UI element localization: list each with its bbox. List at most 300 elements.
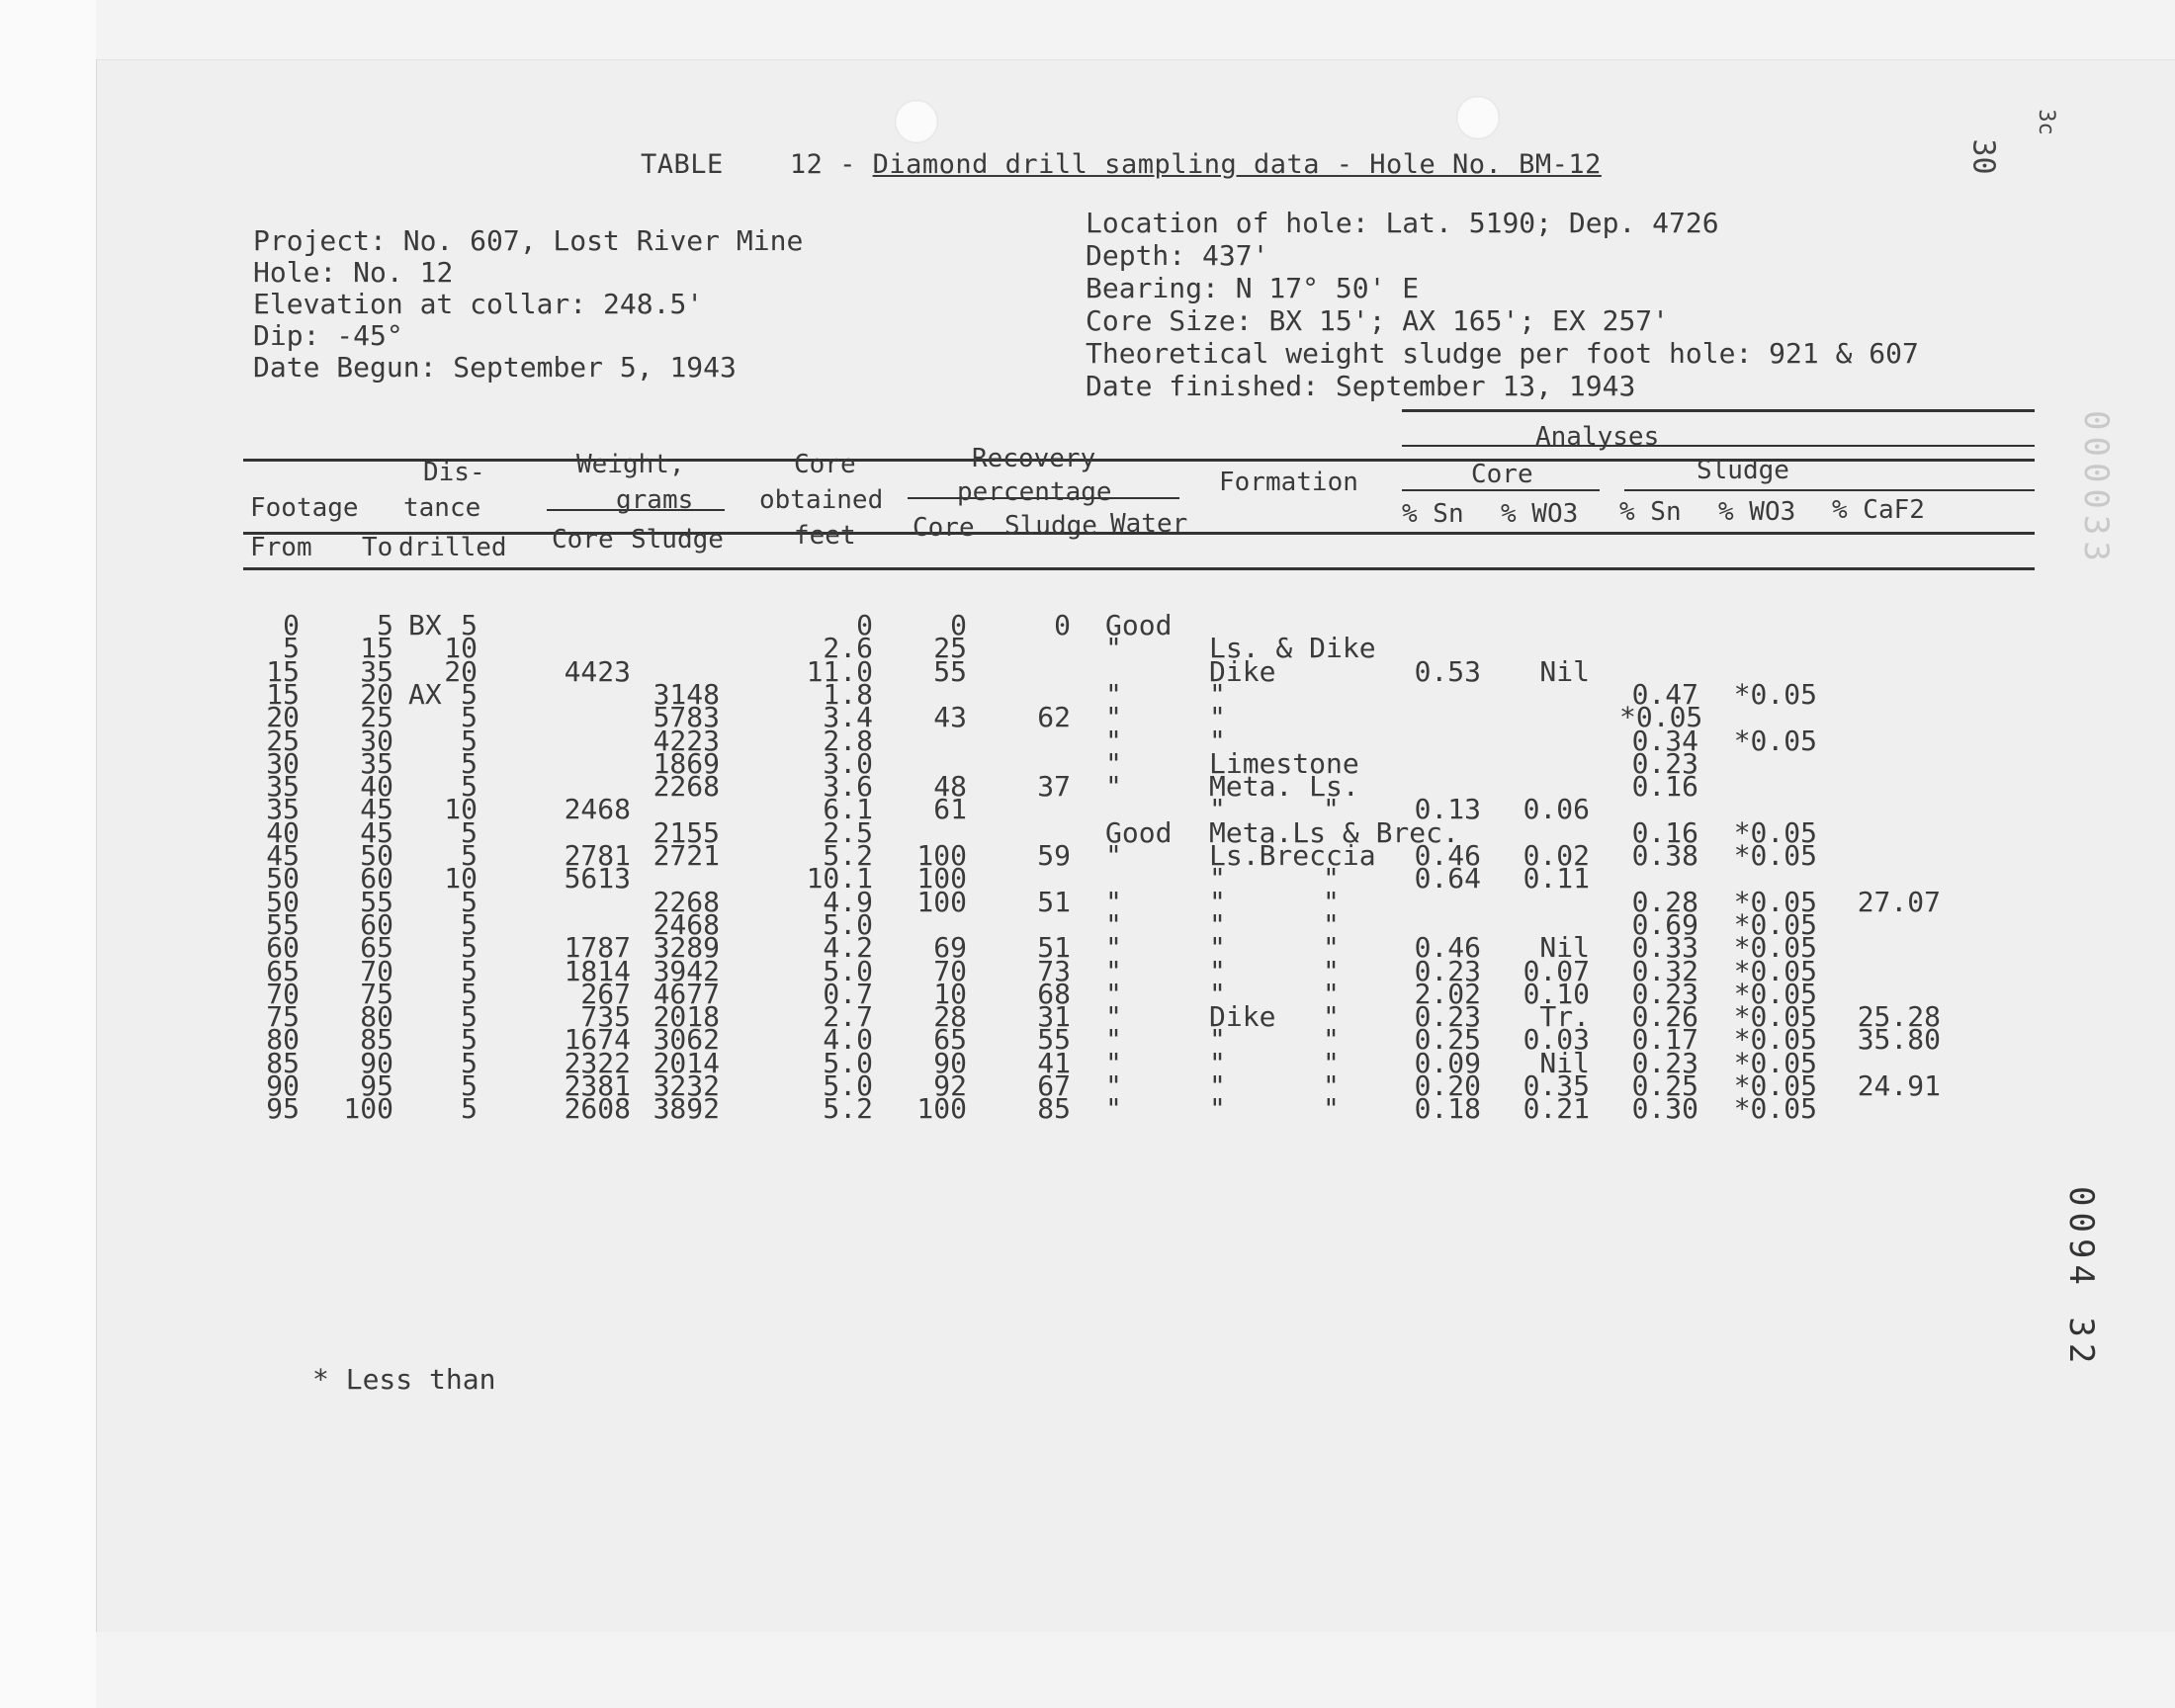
cell-cof: 5.0 <box>823 954 873 987</box>
cell-swo3: *0.05 <box>1733 907 1817 941</box>
meta-value: September 5, 1943 <box>453 351 737 384</box>
cell-ssn: 0.23 <box>1631 977 1698 1010</box>
cell-ssn: 0.32 <box>1631 954 1698 987</box>
cell-rwater: " <box>1105 746 1122 780</box>
cell-form1: " <box>1209 954 1226 987</box>
cell-csn: 0.18 <box>1414 1092 1481 1126</box>
cell-from: 35 <box>266 770 300 804</box>
cell-swo3: *0.05 <box>1733 931 1817 965</box>
cell-form2: " <box>1323 977 1340 1010</box>
hdr-sludge-sn: % Sn <box>1619 497 1682 527</box>
rule-analyses-core <box>1402 489 1600 491</box>
cell-rwater: " <box>1105 770 1122 804</box>
cell-rwater: " <box>1105 1046 1122 1079</box>
cell-form1: Meta. Ls. <box>1209 770 1359 804</box>
cell-wsludge: 4677 <box>652 977 720 1010</box>
meta-left-row <box>253 351 737 384</box>
cell-form2: " <box>1323 1046 1340 1079</box>
cell-wcore: 2781 <box>564 839 631 872</box>
cell-csn: 0.20 <box>1414 1069 1481 1102</box>
cell-to: 25 <box>360 701 393 734</box>
meta-label: Location of hole: <box>1086 207 1369 239</box>
cell-rcore: 55 <box>933 654 967 688</box>
cell-csn: 2.02 <box>1414 977 1481 1010</box>
cell-rsludge: 41 <box>1037 1046 1071 1079</box>
cell-rsludge: 55 <box>1037 1023 1071 1057</box>
hdr-distance-2: tance <box>403 493 481 523</box>
cell-cof: 2.7 <box>823 1000 873 1034</box>
meta-label: Bearing: <box>1086 272 1219 304</box>
cell-csn: 0.25 <box>1414 1023 1481 1057</box>
cell-form1: " <box>1209 793 1226 826</box>
cell-caf2: 25.28 <box>1857 1000 1941 1034</box>
cell-to: 65 <box>360 931 393 965</box>
cell-wsludge: 2268 <box>652 770 720 804</box>
cell-to: 95 <box>360 1069 393 1102</box>
cell-cof: 2.6 <box>823 632 873 665</box>
cell-wsludge: 2014 <box>652 1046 720 1079</box>
meta-left-row <box>253 256 453 290</box>
cell-to: 90 <box>360 1046 393 1079</box>
cell-cof: 5.2 <box>823 839 873 872</box>
meta-value: 437' <box>1202 239 1269 272</box>
meta-right-row <box>1086 239 1268 273</box>
cell-form1: " <box>1209 701 1226 734</box>
cell-rwater: " <box>1105 907 1122 941</box>
cell-to: 80 <box>360 1000 393 1034</box>
rule-analyses-sludge <box>1624 489 2035 491</box>
stamp-number: 0094 32 <box>2061 1186 2101 1370</box>
cell-form1: " <box>1209 862 1226 896</box>
cell-swo3: *0.05 <box>1733 724 1817 757</box>
cell-ssn: 0.23 <box>1631 746 1698 780</box>
meta-label: Date Begun: <box>253 351 437 384</box>
cell-from: 30 <box>266 746 300 780</box>
meta-label: Elevation at collar: <box>253 288 587 320</box>
meta-label: Date finished: <box>1086 370 1320 402</box>
cell-form1: Ls.Breccia <box>1209 839 1376 872</box>
cell-from: 65 <box>266 954 300 987</box>
cell-swo3: *0.05 <box>1733 815 1817 849</box>
cell-to: 100 <box>343 1092 393 1126</box>
cell-csn: 0.13 <box>1414 793 1481 826</box>
cell-rwater: " <box>1105 677 1122 711</box>
meta-label: Dip: <box>253 319 320 352</box>
meta-label: Project: <box>253 224 387 257</box>
meta-value: September 13, 1943 <box>1335 370 1636 402</box>
cell-form2: " <box>1323 907 1340 941</box>
cell-dist: 5 <box>461 1069 478 1102</box>
cell-cof: 5.2 <box>823 1092 873 1126</box>
cell-from: 25 <box>266 724 300 757</box>
cell-cwo3: Nil <box>1539 654 1590 688</box>
cell-rwater: " <box>1105 931 1122 965</box>
meta-value: N 17° 50' E <box>1235 272 1420 304</box>
cell-dist: 5 <box>461 885 478 918</box>
cell-from: 90 <box>266 1069 300 1102</box>
cell-wsludge: 2721 <box>652 839 720 872</box>
cell-swo3: *0.05 <box>1733 885 1817 918</box>
cell-ssn: 0.69 <box>1631 907 1698 941</box>
cell-dist: 10 <box>444 862 478 896</box>
cell-wsludge: 5783 <box>652 701 720 734</box>
meta-value: 248.5' <box>603 288 704 320</box>
meta-value: No. 607, Lost River Mine <box>402 224 804 257</box>
cell-swo3: *0.05 <box>1733 1092 1817 1126</box>
cell-to: 40 <box>360 770 393 804</box>
cell-to: 50 <box>360 839 393 872</box>
cell-dist: 5 <box>461 770 478 804</box>
cell-form2: " <box>1323 1023 1340 1057</box>
meta-left-row <box>253 224 803 258</box>
meta-right-row <box>1086 370 1635 403</box>
cell-from: 70 <box>266 977 300 1010</box>
scan-margin <box>0 0 96 1708</box>
cell-swo3: *0.05 <box>1733 1023 1817 1057</box>
hdr-weight-2: grams <box>616 485 694 515</box>
cell-rcore: 43 <box>933 701 967 734</box>
cell-dist: 10 <box>444 793 478 826</box>
cell-from: 35 <box>266 793 300 826</box>
cell-cwo3: 0.06 <box>1522 793 1590 826</box>
cell-form2: " <box>1323 885 1340 918</box>
hdr-core-obtained-2: obtained <box>759 485 884 515</box>
cell-form1: Limestone <box>1209 746 1359 780</box>
cell-swo3: *0.05 <box>1733 1069 1817 1102</box>
cell-cof: 5.0 <box>823 1069 873 1102</box>
cell-from: 85 <box>266 1046 300 1079</box>
document-page <box>96 59 2175 1632</box>
cell-rwater: " <box>1105 839 1122 872</box>
cell-cwo3: Nil <box>1539 1046 1590 1079</box>
cell-to: 55 <box>360 885 393 918</box>
cell-rwater: " <box>1105 954 1122 987</box>
cell-rwater: " <box>1105 1069 1122 1102</box>
cell-wsludge: 4223 <box>652 724 720 757</box>
hdr-weight-sludge: Sludge <box>631 525 724 555</box>
cell-swo3: *0.05 <box>1733 1046 1817 1079</box>
cell-dist: 5 <box>461 677 478 711</box>
title-text: Diamond drill sampling data - Hole No. BM-12 <box>872 149 1602 180</box>
meta-value: -45° <box>336 319 403 352</box>
cell-cof: 1.8 <box>823 677 873 711</box>
cell-form1: " <box>1209 677 1226 711</box>
cell-rcore: 100 <box>916 1092 967 1126</box>
cell-cwo3: Tr. <box>1539 1000 1590 1034</box>
hdr-recovery-2: percentage <box>957 477 1112 507</box>
cell-cof: 5.0 <box>823 1046 873 1079</box>
cell-wcore: 2381 <box>564 1069 631 1102</box>
cell-cwo3: 0.21 <box>1522 1092 1590 1126</box>
cell-caf2: 24.91 <box>1857 1069 1941 1102</box>
hdr-rec-water: Water <box>1110 509 1188 539</box>
cell-from: 50 <box>266 885 300 918</box>
cell-wcore: 4423 <box>564 654 631 688</box>
cell-rcore: 10 <box>933 977 967 1010</box>
hdr-distance-1: Dis- <box>423 458 485 487</box>
cell-ssn: 0.17 <box>1631 1023 1698 1057</box>
cell-rcore: 28 <box>933 1000 967 1034</box>
hdr-analyses: Analyses <box>1535 422 1660 452</box>
cell-from: 15 <box>266 654 300 688</box>
cell-swo3: *0.05 <box>1733 1000 1817 1034</box>
cell-rcore: 100 <box>916 885 967 918</box>
cell-rwater: " <box>1105 701 1122 734</box>
cell-cof: 10.1 <box>806 862 873 896</box>
cell-rsludge: 0 <box>1054 609 1071 641</box>
meta-value: No. 12 <box>353 256 454 289</box>
cell-wsludge: 2155 <box>652 815 720 849</box>
cell-rwater: " <box>1105 724 1122 757</box>
rule-header-bottom <box>243 567 2035 570</box>
cell-from: 75 <box>266 1000 300 1034</box>
cell-form1: " <box>1209 1023 1226 1057</box>
meta-right-row <box>1086 304 1669 338</box>
cell-form1: " <box>1209 1069 1226 1102</box>
hdr-core-obtained-1: Core <box>794 450 856 479</box>
cell-form2: " <box>1323 931 1340 965</box>
cell-rcore: 92 <box>933 1069 967 1102</box>
cell-cwo3: 0.07 <box>1522 954 1590 987</box>
cell-form2: " <box>1323 1000 1340 1034</box>
cell-dist: 5 <box>461 815 478 849</box>
table-title <box>641 149 1602 180</box>
cell-rwater: Good <box>1105 815 1173 849</box>
cell-from: 15 <box>266 677 300 711</box>
cell-ssn: 0.30 <box>1631 1092 1698 1126</box>
meta-value: Lat. 5190; Dep. 4726 <box>1385 207 1719 239</box>
cell-ssn: *0.05 <box>1619 701 1703 734</box>
cell-dist: 5 <box>461 977 478 1010</box>
cell-wsludge: 3942 <box>652 954 720 987</box>
hdr-rec-core: Core <box>913 513 975 543</box>
cell-size: AX <box>408 677 442 711</box>
cell-rcore: 90 <box>933 1046 967 1079</box>
meta-right-row <box>1086 337 1919 371</box>
corner-mark: 3c <box>2033 109 2058 135</box>
cell-to: 85 <box>360 1023 393 1057</box>
cell-csn: 0.64 <box>1414 862 1481 896</box>
cell-dist: 20 <box>444 654 478 688</box>
cell-swo3: *0.05 <box>1733 977 1817 1010</box>
cell-csn: 0.46 <box>1414 931 1481 965</box>
cell-form2: " <box>1323 1092 1340 1126</box>
title-number: 12 - <box>789 149 856 180</box>
hdr-core-wo3: % WO3 <box>1501 499 1579 529</box>
cell-rcore: 100 <box>916 862 967 896</box>
meta-right-row <box>1086 272 1419 305</box>
cell-to: 30 <box>360 724 393 757</box>
cell-to: 45 <box>360 815 393 849</box>
hdr-footage: Footage <box>250 493 359 523</box>
cell-rcore: 100 <box>916 839 967 872</box>
cell-swo3: *0.05 <box>1733 954 1817 987</box>
cell-to: 15 <box>360 632 393 665</box>
cell-rwater: " <box>1105 885 1122 918</box>
hdr-sludge-wo3: % WO3 <box>1718 497 1796 527</box>
cell-to: 20 <box>360 677 393 711</box>
cell-to: 60 <box>360 862 393 896</box>
hdr-analyses-core: Core <box>1471 460 1533 489</box>
meta-label: Hole: <box>253 256 337 289</box>
page-number: 30 <box>1965 138 2001 175</box>
cell-form1: Ls. & Dike <box>1209 632 1376 665</box>
cell-cof: 3.0 <box>823 746 873 780</box>
cell-rwater: " <box>1105 632 1122 665</box>
cell-rwater: " <box>1105 977 1122 1010</box>
cell-to: 5 <box>377 609 393 641</box>
hdr-weight-1: Weight, <box>576 450 685 479</box>
meta-right-row <box>1086 207 1719 240</box>
cell-from: 5 <box>283 632 300 665</box>
cell-from: 55 <box>266 907 300 941</box>
cell-wcore: 2468 <box>564 793 631 826</box>
cell-cof: 2.5 <box>823 815 873 849</box>
cell-wcore: 2322 <box>564 1046 631 1079</box>
cell-form1: Dike <box>1209 654 1276 688</box>
cell-dist: 5 <box>461 1046 478 1079</box>
cell-size: BX <box>408 609 442 641</box>
meta-left-row <box>253 319 403 353</box>
cell-form1: Meta.Ls & Brec. <box>1209 815 1459 849</box>
cell-rsludge: 62 <box>1037 701 1071 734</box>
cell-rsludge: 68 <box>1037 977 1071 1010</box>
cell-wsludge: 2018 <box>652 1000 720 1034</box>
cell-wsludge: 3232 <box>652 1069 720 1102</box>
cell-wcore: 1787 <box>564 931 631 965</box>
cell-dist: 5 <box>461 1092 478 1126</box>
cell-csn: 0.23 <box>1414 954 1481 987</box>
cell-caf2: 27.07 <box>1857 885 1941 918</box>
meta-value: 921 & 607 <box>1769 337 1919 370</box>
cell-to: 75 <box>360 977 393 1010</box>
cell-wcore: 267 <box>580 977 631 1010</box>
meta-left-row <box>253 288 703 321</box>
cell-csn: 0.23 <box>1414 1000 1481 1034</box>
cell-rwater: " <box>1105 1000 1122 1034</box>
cell-cwo3: 0.10 <box>1522 977 1590 1010</box>
cell-dist: 5 <box>461 609 478 641</box>
cell-rsludge: 59 <box>1037 839 1071 872</box>
cell-form1: " <box>1209 907 1226 941</box>
cell-csn: 0.09 <box>1414 1046 1481 1079</box>
cell-dist: 5 <box>461 1000 478 1034</box>
cell-form1: " <box>1209 885 1226 918</box>
cell-ssn: 0.26 <box>1631 1000 1698 1034</box>
cell-csn: 0.46 <box>1414 839 1481 872</box>
cell-rcore: 0 <box>950 609 967 641</box>
cell-ssn: 0.34 <box>1631 724 1698 757</box>
cell-to: 45 <box>360 793 393 826</box>
cell-to: 35 <box>360 746 393 780</box>
cell-ssn: 0.28 <box>1631 885 1698 918</box>
cell-cof: 0.7 <box>823 977 873 1010</box>
cell-dist: 5 <box>461 746 478 780</box>
cell-wsludge: 3062 <box>652 1023 720 1057</box>
title-prefix: TABLE <box>641 149 724 180</box>
cell-dist: 10 <box>444 632 478 665</box>
hdr-recovery-1: Recovery <box>972 444 1096 473</box>
cell-rwater: Good <box>1105 609 1173 641</box>
cell-rsludge: 85 <box>1037 1092 1071 1126</box>
cell-dist: 5 <box>461 907 478 941</box>
cell-rcore: 25 <box>933 632 967 665</box>
cell-wcore: 735 <box>580 1000 631 1034</box>
cell-form2: " <box>1323 1069 1340 1102</box>
cell-to: 60 <box>360 907 393 941</box>
cell-from: 60 <box>266 931 300 965</box>
cell-from: 20 <box>266 701 300 734</box>
cell-rcore: 48 <box>933 770 967 804</box>
cell-rcore: 61 <box>933 793 967 826</box>
hdr-core-sn: % Sn <box>1402 499 1464 529</box>
cell-form1: Dike <box>1209 1000 1276 1034</box>
cell-from: 50 <box>266 862 300 896</box>
cell-rcore: 70 <box>933 954 967 987</box>
cell-cwo3: Nil <box>1539 931 1590 965</box>
cell-form1: " <box>1209 1092 1226 1126</box>
cell-form2: " <box>1323 954 1340 987</box>
cell-rsludge: 67 <box>1037 1069 1071 1102</box>
cell-cwo3: 0.03 <box>1522 1023 1590 1057</box>
cell-cwo3: 0.11 <box>1522 862 1590 896</box>
cell-wcore: 1674 <box>564 1023 631 1057</box>
cell-cof: 4.2 <box>823 931 873 965</box>
cell-dist: 5 <box>461 1023 478 1057</box>
cell-wsludge: 3892 <box>652 1092 720 1126</box>
meta-label: Depth: <box>1086 239 1186 272</box>
footnote: * Less than <box>312 1363 496 1396</box>
meta-value: BX 15'; AX 165'; EX 257' <box>1268 304 1670 337</box>
cell-rsludge: 73 <box>1037 954 1071 987</box>
hdr-analyses-sludge: Sludge <box>1696 456 1789 485</box>
cell-rsludge: 37 <box>1037 770 1071 804</box>
cell-form1: " <box>1209 977 1226 1010</box>
cell-form2: " <box>1323 793 1340 826</box>
hdr-from: From <box>250 533 312 562</box>
cell-cof: 4.0 <box>823 1023 873 1057</box>
cell-rsludge: 51 <box>1037 885 1071 918</box>
cell-from: 45 <box>266 839 300 872</box>
meta-label: Theoretical weight sludge per foot hole: <box>1086 337 1753 370</box>
cell-cof: 4.9 <box>823 885 873 918</box>
cell-to: 35 <box>360 654 393 688</box>
punch-hole-right <box>1456 96 1500 139</box>
rule-top-right <box>1402 409 2035 412</box>
cell-dist: 5 <box>461 931 478 965</box>
hdr-to: To <box>362 533 393 562</box>
cell-cof: 6.1 <box>823 793 873 826</box>
cell-ssn: 0.38 <box>1631 839 1698 872</box>
cell-rwater: " <box>1105 1023 1122 1057</box>
cell-cof: 2.8 <box>823 724 873 757</box>
hdr-weight-core: Core <box>552 525 614 555</box>
cell-dist: 5 <box>461 839 478 872</box>
hdr-sludge-caf2: % CaF2 <box>1832 495 1925 525</box>
cell-rwater: " <box>1105 1092 1122 1126</box>
cell-wsludge: 2268 <box>652 885 720 918</box>
cell-cof: 3.4 <box>823 701 873 734</box>
cell-csn: 0.53 <box>1414 654 1481 688</box>
rule-analyses <box>1402 445 2035 447</box>
cell-cwo3: 0.02 <box>1522 839 1590 872</box>
cell-ssn: 0.47 <box>1631 677 1698 711</box>
cell-rsludge: 51 <box>1037 931 1071 965</box>
cell-swo3: *0.05 <box>1733 677 1817 711</box>
cell-wsludge: 2468 <box>652 907 720 941</box>
cell-dist: 5 <box>461 701 478 734</box>
cell-cof: 11.0 <box>806 654 873 688</box>
